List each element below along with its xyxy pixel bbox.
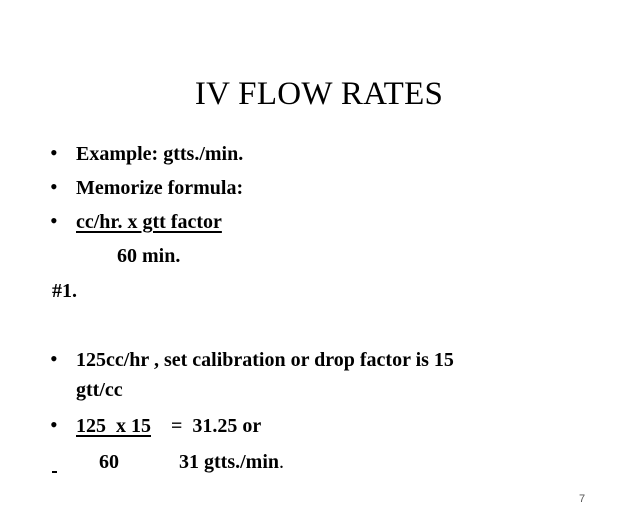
underscore-mark <box>52 451 57 473</box>
bullet-icon: • <box>50 346 58 371</box>
calculation-numerator: 125 x 15 <box>76 415 151 437</box>
calculation-denominator: 60 31 gtts./min <box>99 451 279 473</box>
bullet-icon: • <box>50 208 58 233</box>
problem-line-2: gtt/cc <box>76 379 123 401</box>
slide-title: IV FLOW RATES <box>194 76 444 112</box>
example-number: #1. <box>52 280 77 302</box>
bullet-icon: • <box>50 412 58 437</box>
problem-line-1: 125cc/hr , set calibration or drop factor is 15 <box>76 349 454 371</box>
memorize-line: Memorize formula: <box>76 177 244 199</box>
page-number: 7 <box>579 493 586 505</box>
calculation-denominator-line <box>52 450 284 474</box>
bullet-icon: • <box>50 140 58 165</box>
formula-numerator: cc/hr. x gtt factor <box>76 211 222 233</box>
final-period: . <box>279 451 284 473</box>
bullet-icon: • <box>50 174 58 199</box>
formula-denominator: 60 min. <box>117 245 181 267</box>
calculation-line <box>76 414 261 438</box>
calculation-result: = 31.25 or <box>151 415 262 437</box>
example-line: Example: gtts./min. <box>76 143 244 165</box>
